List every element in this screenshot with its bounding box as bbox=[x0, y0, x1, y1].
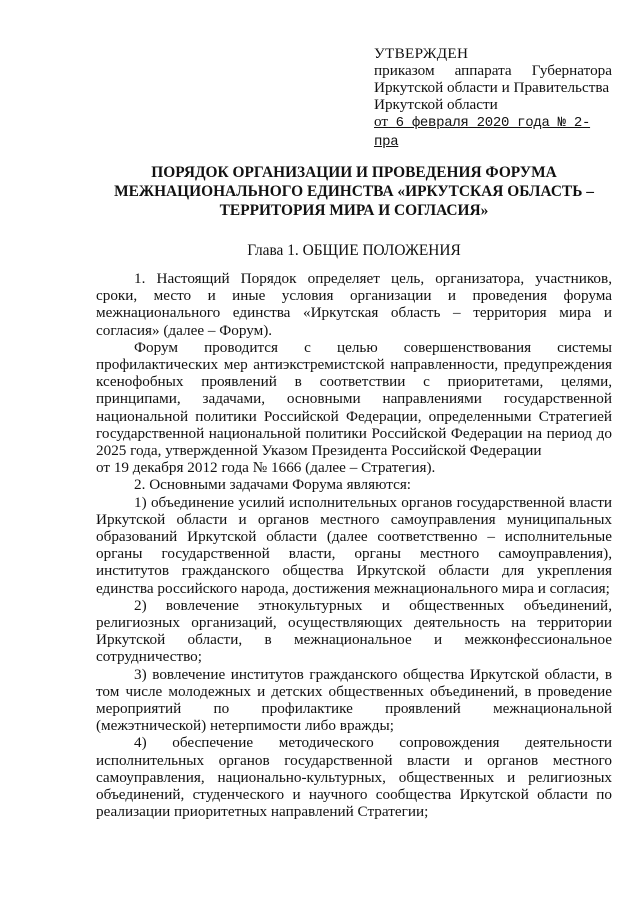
approval-heading: УТВЕРЖДЕН bbox=[374, 45, 469, 62]
document-body bbox=[96, 270, 612, 821]
approval-line: Иркутской области и Правительства bbox=[374, 79, 610, 96]
approval-line: Иркутской области bbox=[374, 96, 498, 113]
list-item: 3) вовлечение институтов гражданского общества Иркутской области, в том числе молодежных и детских общественных объединений, в проведение мероприятий по профилактике проявлений межнациональной (межэтнической) нетерпимости либо вражды; bbox=[96, 665, 612, 735]
approval-line: приказом аппарата Губернатора bbox=[374, 62, 612, 79]
list-item: 4) обеспечение методического сопровождения деятельности исполнительных органов государственной власти и органов местного самоуправления, национально-культурных, общественных и религиозных объединений, студенческого и научного сообщества Иркутской области по реализации приоритетных направлений Стратегии; bbox=[96, 734, 612, 821]
approval-date-prefix: от bbox=[374, 113, 389, 130]
approval-date-value: 6 февраля 2020 года № 2-пра bbox=[374, 115, 591, 150]
paragraph: 2. Основными задачами Форума являются: bbox=[134, 476, 412, 494]
paragraph: Форум проводится с целью совершенствования системы профилактических мер антиэкстремистской направленности, предупреждения ксенофобных проявлений в соответствии с приоритетами, целями, принципами, задачами, основными направлениями государственной национальной политики Российской Федерации, определенными Стратегией государственной национальной политики Российской Федерации на период до 2025 года, утвержденной Указом Президента Российской Федерации bbox=[96, 338, 612, 460]
paragraph: 1. Настоящий Порядок определяет цель, организатора, участников, сроки, место и иные условия организации и проведения форума межнационального единства «Иркутская область – территория мира и согласия» (далее – Форум). bbox=[96, 270, 612, 339]
document-title-line: ТЕРРИТОРИЯ МИРА И СОГЛАСИЯ» bbox=[219, 202, 489, 219]
document-title bbox=[96, 163, 612, 220]
approval-block bbox=[374, 45, 612, 151]
document-title-line: ПОРЯДОК ОРГАНИЗАЦИИ И ПРОВЕДЕНИЯ ФОРУМА bbox=[151, 164, 557, 181]
chapter-heading: Глава 1. ОБЩИЕ ПОЛОЖЕНИЯ bbox=[247, 242, 461, 259]
list-item: 2) вовлечение этнокультурных и общественных объединений, религиозных организаций, осуществляющих деятельность на территории Иркутской области, в межнациональное и межконфессиональное сотрудничество; bbox=[96, 596, 612, 666]
approval-date bbox=[374, 113, 612, 151]
document-title-line: МЕЖНАЦИОНАЛЬНОГО ЕДИНСТВА «ИРКУТСКАЯ ОБЛАСТЬ – bbox=[114, 183, 594, 200]
paragraph-continuation: от 19 декабря 2012 года № 1666 (далее – Стратегия). bbox=[96, 459, 436, 477]
list-item: 1) объединение усилий исполнительных органов государственной власти Иркутской области и органов местного самоуправления муниципальных образований Иркутской области (далее соответственно – исполнительные органы государственной власти, органы местного самоуправления), институтов гражданского общества Иркутской области для укрепления единства российского народа, достижения межнационального мира и согласия; bbox=[96, 493, 612, 597]
